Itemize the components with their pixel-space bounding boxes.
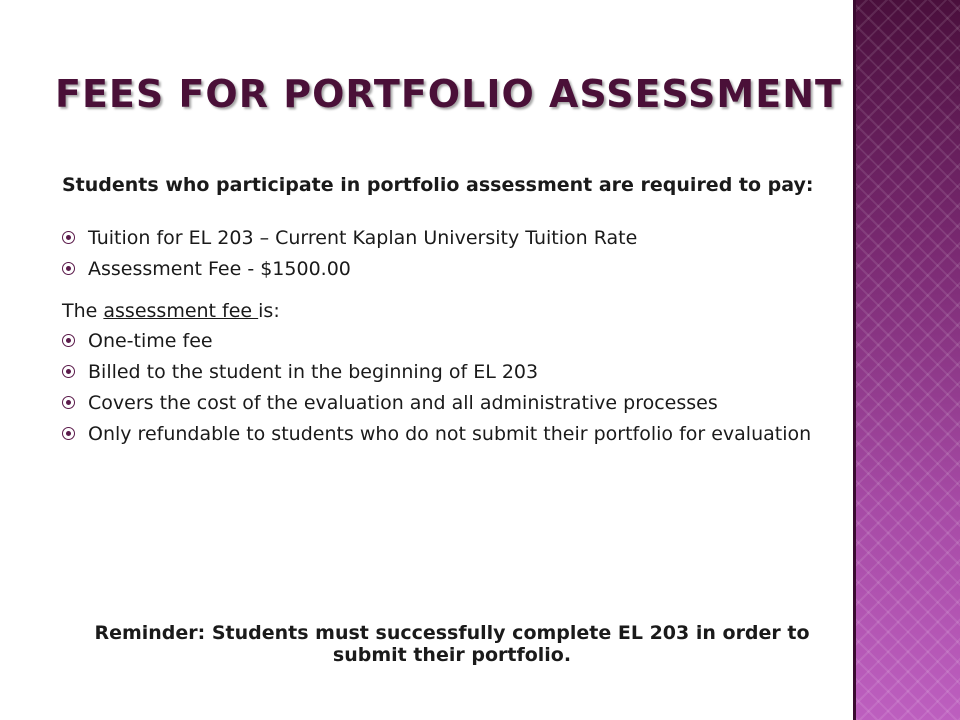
list-item (62, 392, 822, 414)
list-item (62, 361, 822, 383)
circled-dot-bullet-icon (62, 396, 75, 409)
list-item (62, 330, 822, 352)
circled-dot-bullet-icon (62, 334, 75, 347)
circled-dot-bullet-icon (62, 262, 75, 275)
fee-point-billed: Billed to the student in the beginning of EL 203 (88, 361, 539, 383)
intro-text: Students who participate in portfolio assessment are required to pay: (62, 174, 814, 196)
fee-point-refundable: Only refundable to students who do not submit their portfolio for evaluation (88, 423, 812, 445)
fee-point-covers: Covers the cost of the evaluation and all administrative processes (88, 392, 718, 414)
slide-body (62, 174, 822, 454)
fee-heading-prefix: The (62, 300, 104, 322)
decorative-side-panel (853, 0, 960, 720)
list-item (62, 423, 822, 445)
circled-dot-bullet-icon (62, 365, 75, 378)
fee-heading-suffix: is: (258, 300, 280, 322)
payment-tuition: Tuition for EL 203 – Current Kaplan University Tuition Rate (88, 227, 638, 249)
circled-dot-bullet-icon (62, 427, 75, 440)
fee-heading (62, 300, 822, 322)
payment-list (62, 227, 822, 280)
list-item (62, 227, 822, 249)
circled-dot-bullet-icon (62, 231, 75, 244)
reminder-text: Reminder: Students must successfully complete EL 203 in order to submit their portfolio. (94, 622, 810, 666)
fee-heading-underlined: assessment fee (103, 300, 259, 322)
list-item (62, 258, 822, 280)
fee-point-one-time: One-time fee (88, 330, 213, 352)
payment-assessment-fee: Assessment Fee - $1500.00 (88, 258, 351, 280)
fee-points-list (62, 330, 822, 445)
slide-title: FEES FOR PORTFOLIO ASSESSMENT (55, 72, 842, 116)
